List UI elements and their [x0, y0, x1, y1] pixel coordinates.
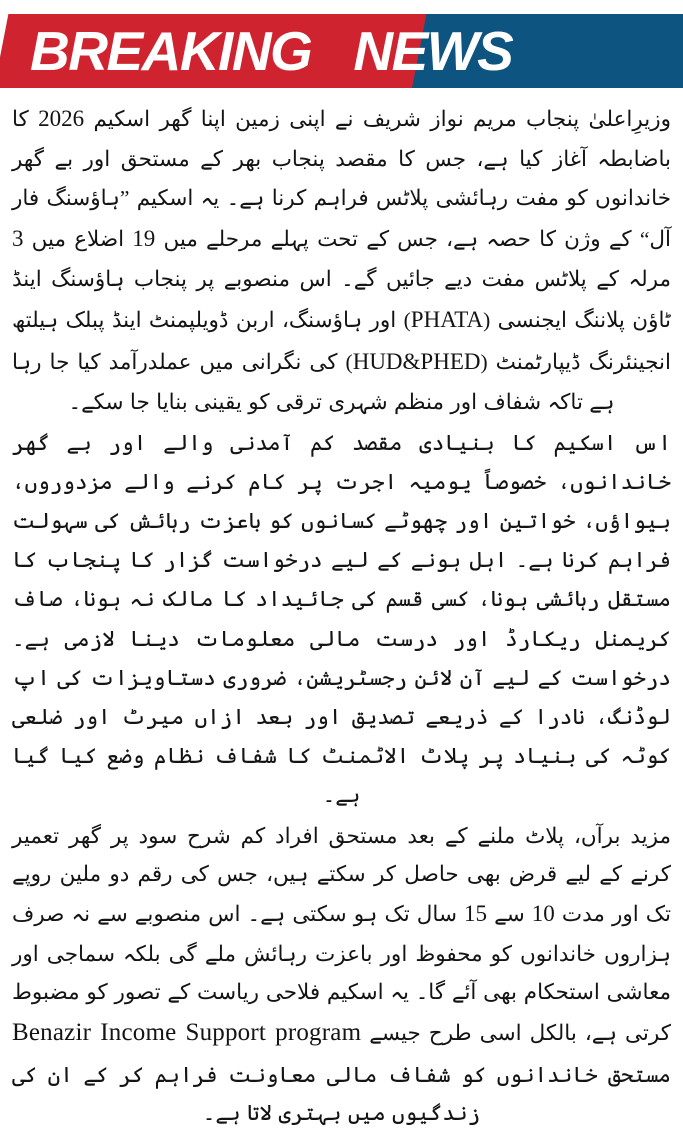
latin-token: 10 — [531, 900, 555, 926]
latin-token: HUD&PHED — [352, 348, 481, 374]
article-paragraph-2: اس اسکیم کا بنیادی مقصد کم آمدنی والے اور بے گھر خاندانوں، خصوصاً یومیہ اجرت پر کام کرنے والے مزدوروں، بیواؤں، خواتین اور چھوٹے کسانوں کو باعزت رہائش کی سہولت فراہم کرنا ہے۔ اہل ہونے کے لیے درخواست گزار کا پنجاب کا مستقل رہائشی ہونا، کسی قسم کی جائیداد کا مالک نہ ہونا، صاف کریمنل ریکارڈ اور درست مالی معلومات دینا لازمی ہے۔ درخواست کے لیے آن لائن رجسٹریشن، ضروری دستاویزات کی اپ لوڈنگ، نادرا کے ذریعے تصدیق اور بعد ازاں میرٹ اور ضلعی کوٹہ کی بنیاد پر پلاٹ الاٹمنٹ کا شفاف نظام وضع کیا گیا ہے۔ — [12, 430, 671, 808]
latin-token: 3 — [12, 226, 24, 252]
breaking-news-banner — [0, 0, 683, 92]
latin-token: 19 — [132, 226, 156, 252]
article-body — [0, 92, 683, 1144]
latin-token: 15 — [464, 900, 488, 926]
banner-red-shape — [0, 14, 440, 88]
banner-word-breaking: BREAKING — [30, 19, 312, 82]
latin-token: PHATA — [410, 307, 484, 333]
article-paragraph-3: مزید برآں، پلاٹ ملنے کے بعد مستحق افراد کم شرح سود پر گھر تعمیر کرنے کے لیے قرض بھی حاصل کر سکتے ہیں، جس کی رقم دو ملین روپے تک اور مدت 10 سے 15 سال تک ہو سکتی ہے۔ اس منصوبے سے نہ صرف ہزاروں خاندانوں کو محفوظ اور باعزت رہائش ملے گی بلکہ سماجی اور معاشی استحکام بھی آئے گا۔ یہ اسکیم فلاحی ریاست کے تصور کو مضبوط کرتی ہے، بالکل اسی طرح جیسے Benazir Income Support program مستحق خاندانوں کو شفاف مالی معاونت فراہم کر کے ان کی زندگیوں میں بہتری لاتا ہے۔ — [12, 824, 671, 1125]
banner-blue-shape — [412, 14, 683, 88]
latin-phrase-run: Benazir Income Support program — [12, 1019, 362, 1047]
banner-word-news: NEWS — [353, 19, 513, 82]
article-paragraph-1: وزیرِاعلیٰ پنجاب مریم نواز شریف نے اپنی زمین اپنا گھر اسکیم 2026 کا باضابطہ آغاز کیا ہے، جس کا مقصد پنجاب بھر کے مستحق اور بے گھر خاندانوں کو مفت رہائشی پلاٹس فراہم کرنا ہے۔ یہ اسکیم ”ہاؤسنگ فار آل“ کے وژن کا حصہ ہے، جس کے تحت پہلے مرحلے میں 19 اضلاع میں 3 مرلہ کے پلاٹس مفت دیے جائیں گے۔ اس منصوبے پر پنجاب ہاؤسنگ اینڈ ٹاؤن پلاننگ ایجنسی (PHATA) اور ہاؤسنگ، اربن ڈویلپمنٹ اینڈ پبلک ہیلتھ انجینئرنگ ڈیپارٹمنٹ (HUD&PHED) کی نگرانی میں عملدرآمد کیا جا رہا ہے تاکہ شفاف اور منظم شہری ترقی کو یقینی بنایا جا سکے۔ — [12, 106, 672, 414]
latin-token: 2026 — [38, 106, 85, 131]
